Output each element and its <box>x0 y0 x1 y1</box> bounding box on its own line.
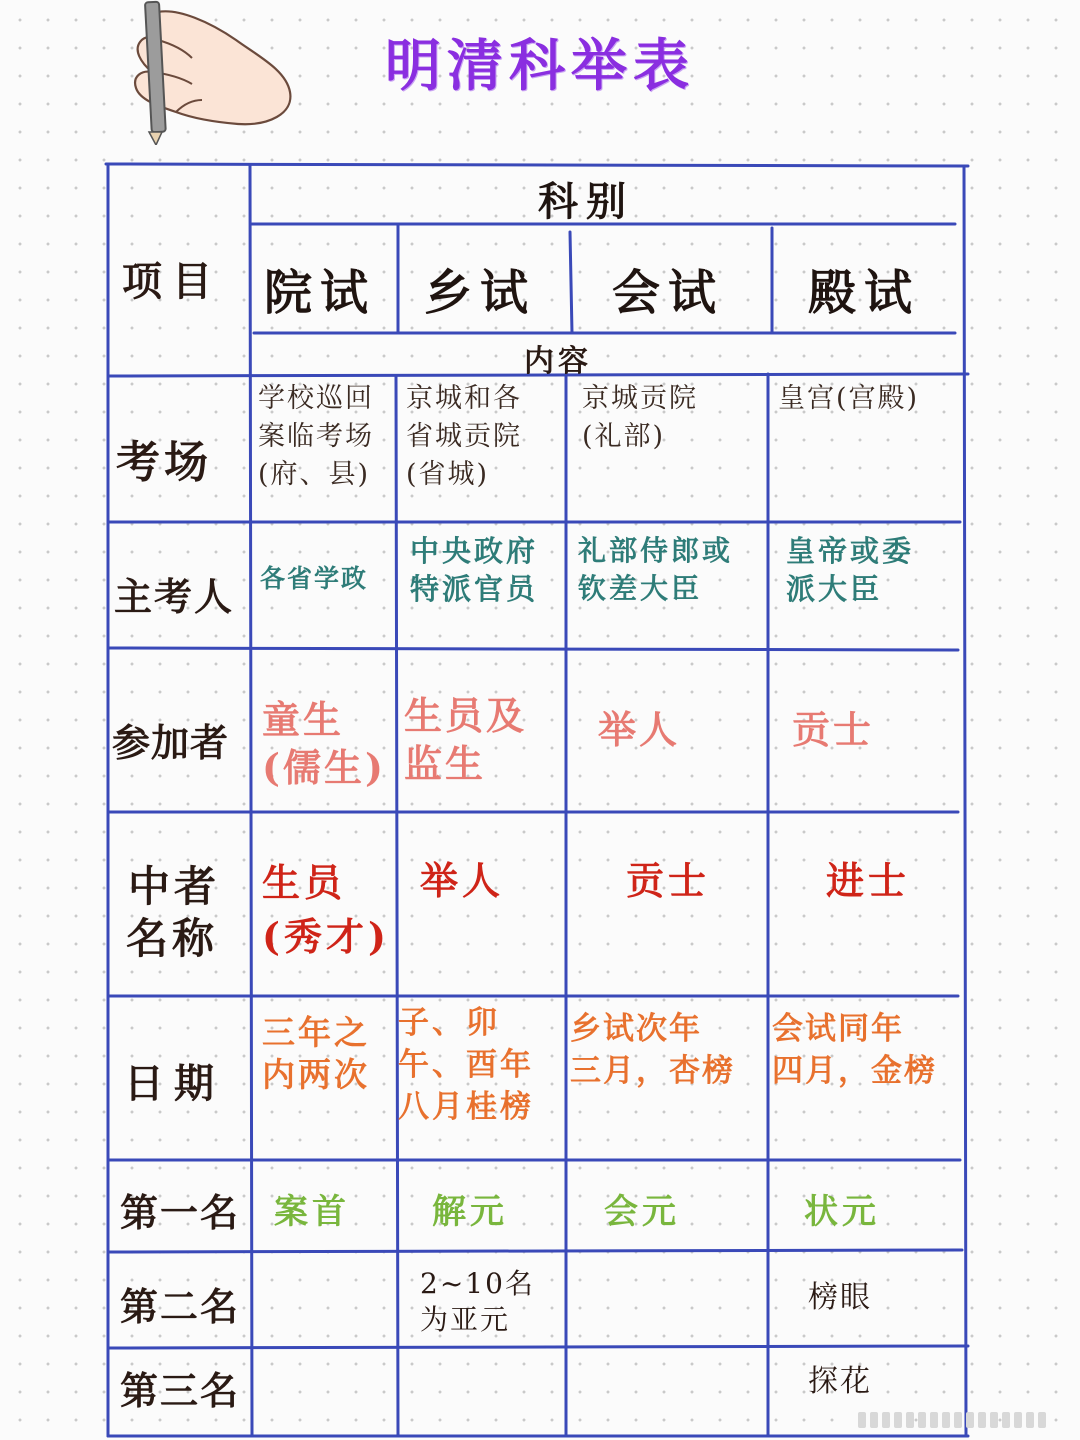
row-label-date: 日期 <box>124 1060 224 1107</box>
winner-xiangshi: 举人 <box>420 858 505 903</box>
venue-yuanshi: 学校巡回 案临考场 (府、县) <box>258 383 374 490</box>
row-label-participants: 参加者 <box>112 720 230 765</box>
date-huishi: 乡试次年 三月，杏榜 <box>570 1011 735 1089</box>
row-label-winner-line2: 名称 <box>126 914 219 963</box>
second-xiangshi: 2~10名 为亚元 <box>420 1267 535 1336</box>
page-title: 明清科举表 <box>385 33 695 99</box>
row-label-venue: 考场 <box>116 437 212 488</box>
first-huishi: 会元 <box>604 1192 680 1232</box>
header-item-label: 项目 <box>122 258 222 305</box>
row-label-first: 第一名 <box>120 1190 241 1235</box>
date-xiangshi: 子、卯 午、酉年 八月桂榜 <box>398 1005 534 1125</box>
participants-huishi: 举人 <box>598 707 681 752</box>
row-label-examiner: 主考人 <box>114 574 235 619</box>
second-dianshi: 榜眼 <box>808 1280 872 1315</box>
row-label-winner-line1: 中者 <box>128 862 221 911</box>
venue-xiangshi: 京城和各 省城贡院 (省城) <box>406 383 522 490</box>
participants-yuanshi: 童生 (儒生) <box>262 697 386 790</box>
watermark-strip <box>858 1408 1068 1432</box>
header-category-label: 科别 <box>538 178 634 225</box>
winner-yuanshi: 生员 (秀才) <box>262 860 390 959</box>
participants-xiangshi: 生员及 监生 <box>404 693 528 786</box>
participants-dianshi: 贡士 <box>792 707 875 752</box>
winner-dianshi: 进士 <box>826 858 911 903</box>
date-yuanshi: 三年之 内两次 <box>262 1013 370 1094</box>
row-label-second: 第二名 <box>120 1284 241 1329</box>
first-xiangshi: 解元 <box>432 1192 508 1232</box>
column-header-huishi: 会试 <box>612 265 725 321</box>
winner-huishi: 贡士 <box>626 858 711 903</box>
date-dianshi: 会试同年 四月，金榜 <box>772 1011 937 1089</box>
venue-huishi: 京城贡院 (礼部) <box>582 383 698 452</box>
first-dianshi: 状元 <box>804 1192 880 1232</box>
row-label-third: 第三名 <box>120 1368 241 1413</box>
column-header-dianshi: 殿试 <box>808 265 921 321</box>
header-content-label: 内容 <box>524 344 592 379</box>
examiner-dianshi: 皇帝或委 派大臣 <box>786 534 915 606</box>
examiner-xiangshi: 中央政府 特派官员 <box>410 534 539 606</box>
third-dianshi: 探花 <box>808 1364 872 1399</box>
venue-dianshi: 皇宫(宫殿) <box>778 383 920 414</box>
examiner-huishi: 礼部侍郎或 钦差大臣 <box>578 534 734 605</box>
column-header-xiangshi: 乡试 <box>424 265 537 321</box>
first-yuanshi: 案首 <box>274 1192 350 1232</box>
column-header-yuanshi: 院试 <box>264 265 377 321</box>
examiner-yuanshi: 各省学政 <box>260 564 369 593</box>
